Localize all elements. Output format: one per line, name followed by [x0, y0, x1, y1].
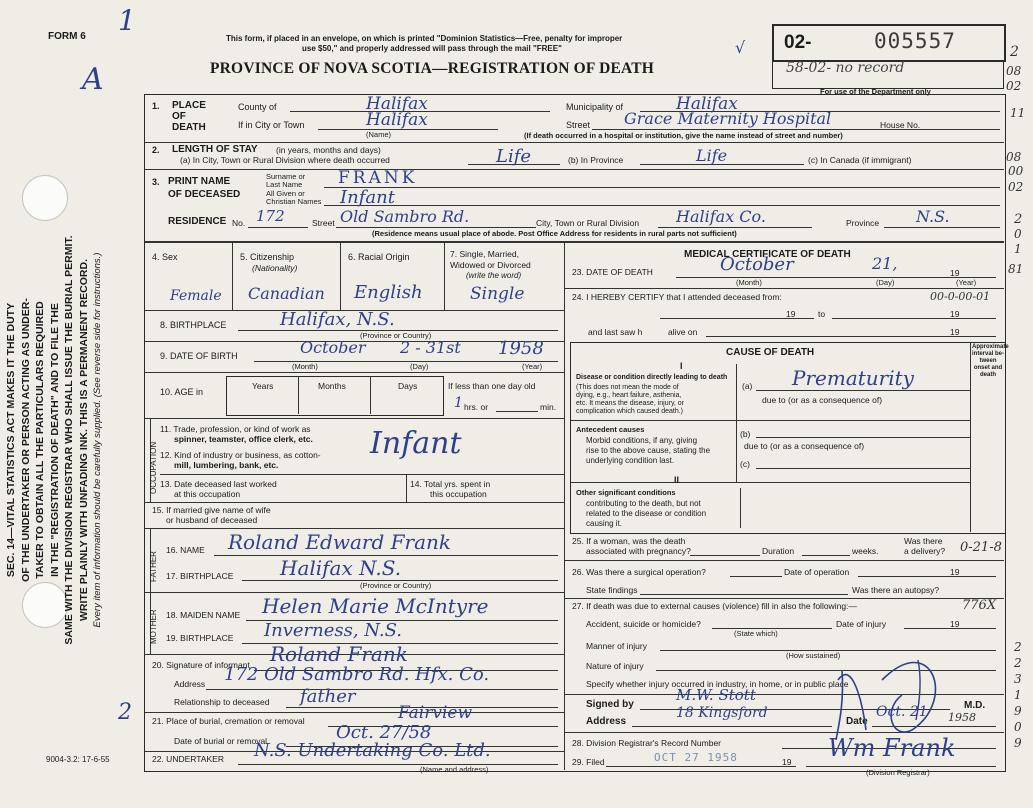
burial-date-value: Oct. 27/58	[336, 722, 432, 743]
code-02: 02	[1006, 79, 1022, 93]
code-81: 81	[1008, 262, 1024, 276]
code-9: 9	[1014, 704, 1022, 718]
sex-value: Female	[170, 288, 222, 304]
mail-note-2: use $50," and properly addressed will pass through the mail "FREE"	[302, 44, 562, 53]
residence-city-value: Halifax Co.	[676, 207, 766, 226]
occupation-value: Infant	[370, 426, 462, 461]
birthplace-value: Halifax, N.S.	[280, 309, 395, 330]
surname-value: FRANK	[338, 168, 418, 188]
municipality-value: Halifax	[676, 94, 738, 114]
burial-place-value: Fairview	[398, 703, 472, 723]
code-2d: 2	[1014, 656, 1022, 670]
code-08: 08	[1006, 64, 1022, 78]
hospital-value: Grace Maternity Hospital	[624, 109, 832, 128]
margin-mark-top: 1	[118, 4, 136, 37]
column-divider	[564, 242, 565, 770]
death-registration-form: 1 A 2 SEC. 14—VITAL STATISTICS ACT MAKES IT THE DUTY OF THE UNDERTAKER OR PERSON ACTING AS UNDER- TAKER TO OBTAIN ALL THE PARTICULARS REQUIRED IN THE "REGISTRATION OF DEATH" AND TO FILE THE SAME WITH THE DIVISION REGISTRAR WHO SHALL ISSUE THE BURIAL PERMIT. WRITE PLAINLY WITH UNFADING INK. THIS IS A PERMANENT RECORD. Every item of information should be carefully supplied. (See reverse side for instructions.) FORM 6 This form, if placed in an envelope, on which is printed "Dominion Statistics—Free, penalty for improper use $50," and properly addressed will pass through the mail "FREE" PROVINCE OF NOVA SCOTIA—REGISTRATION OF DEATH √ 02- 005557 58-02- no record For use of the Department only 2 08 02 11 08 00 02 2 0 1 81 00-0-00-01 0-21-8 776X 2 2 3 1 9 0 9 1. PLACE OF DEATH County of Halifax Municipality of Halifax If in City or Town Halifax (Name) Street Grace Maternity Hospital House No. (If death occurred in a hospital or institution, give the name instead of street and number) 2. LENGTH OF STAY (in years, months and days) (a) In City, Town or Rural Division where death occurred Life (b) In Province Life (c) In Canada (if immigrant) 3. PRINT NAME OF DECEASED Surname or Last Name FRANK All Given or Christian Names Infant RESIDENCE No. 172 Street Old Sambro Rd. City, Town or Rural Division Halifax Co. Province N.S. (Residence means usual place of abode. Post Office Address for residents in rural parts not sufficient) 4. Sex Female 5. Citizenship (Nationality) Canadian 6. Racial Origin English 7. Single, Married, Widowed or Divorced (write the word) Single 8. BIRTHPLACE Halifax, N.S. (Province or Country) 9. DATE OF BIRTH October 2 - 31st 1958 (Month) (Day) (Year) 10. AGE in Years Months Days If less than one day old 1 hrs. or min. OCCUPATION 11. Trade, profession, or kind of work as spinner, teamster, office clerk, etc. 12. Kind of industry or business, as cotton- mill, lumbering, bank, etc. Infant 13. Date deceased last worked at this occupation 14. Total yrs. spent in this occupation 15. If married give name of wife or husband of deceased FATHER 16. NAME Roland Edward Frank 17. BIRTHPLACE Halifax N.S. (Province or Country) MOTHER 18. MAIDEN NAME Helen Marie McIntyre 19. BIRTHPLACE Inverness, N.S. 20. Signature of informant Roland Frank Address 172 Old Sambro Rd. Hfx. Co. Relationship to deceased father 21. Place of burial, cremation or removal Fairview Date of burial or removal Oct. 27/58 22. UNDERTAKER N.S. Undertaking Co. Ltd. (Name and address) MEDICAL CERTIFICATE OF DEATH 23. DATE OF DEATH October 21, 19 (Month) (Day) (Year) 24. I HEREBY CERTIFY that I attended deceased from: 19 to 19 and last saw h alive on 19 CAUSE OF DEATH Approximate interval be- tween onset and death I Disease or condition directly leading to death (This does not mean the mode of dying, e.g., heart failure, asthenia, etc. It means the disease, injury, or complication which caused death.) (a) Prematurity due to (or as a consequence of) Antecedent causes Morbid conditions, if any, giving rise to the above cause, stating the underlying condition last. (b) due to (or as a consequence of) (c) II Other significant conditions contributing to the death, but not related to the disease or condition causing it. 25. If a woman, was the death associated with pregnancy? Duration weeks. Was there a delivery? 26. Was there a surgical operation? Date of operation 19 State findings Was there an autopsy? 27. If death was due to external causes (violence) fill in also the following:— Accident, suicide or homicide? Date of injury 19 (State which) Manner of injury (How sustained) Nature of injury Specify whether injury occurred in industry, in home, or in public place Signed by M.W. Stott M.D. Address 18 Kingsford Date Oct. 21 1958 28. Division Registrar's Record Number 29. Filed OCT 27 1958 19 Wm Frank (Division Registrar) 9004-3.2: 17-6-55	[0, 0, 1033, 808]
informant-signature: Roland Frank	[270, 642, 408, 666]
age-value: 1	[454, 395, 463, 411]
marital-status-value: Single	[470, 284, 525, 304]
check-mark: √	[735, 38, 746, 57]
birth-day-value: 2 - 31st	[400, 338, 461, 357]
code-1: 1	[1014, 242, 1022, 256]
signed-by-value: M.W. Stott	[676, 686, 756, 704]
given-names-value: Infant	[340, 187, 395, 208]
form-code: 9004-3.2: 17-6-55	[46, 755, 110, 764]
reg-prefix: 02-	[784, 32, 812, 53]
residence-no-value: 172	[256, 207, 285, 225]
stay-province-value: Life	[696, 146, 728, 165]
form-number: FORM 6	[48, 31, 86, 42]
reg-number: 005557	[874, 29, 956, 53]
code-3: 3	[1014, 672, 1022, 686]
death-month-value: October	[720, 254, 794, 275]
undertaker-value: N.S. Undertaking Co. Ltd.	[254, 740, 491, 761]
page-title: PROVINCE OF NOVA SCOTIA—REGISTRATION OF DEATH	[210, 60, 655, 77]
code-02b: 02	[1008, 180, 1024, 194]
code-2-mid: 2	[1014, 212, 1023, 227]
margin-letter-a: A	[82, 62, 104, 97]
city-value: Halifax	[366, 110, 428, 130]
citizenship-value: Canadian	[248, 284, 325, 303]
code-dashes: 00-0-00-01	[930, 290, 991, 303]
dept-annotation: 58-02- no record	[786, 60, 905, 76]
code-1b: 1	[1014, 688, 1022, 702]
code-0218: 0-21-8	[960, 540, 1002, 555]
father-birthplace-value: Halifax N.S.	[280, 556, 402, 580]
birth-year-value: 1958	[498, 338, 544, 359]
mail-note-1: This form, if placed in an envelope, on which is printed "Dominion Statistics—Free, penalty for improper	[226, 34, 623, 43]
margin-mark-bottom: 2	[118, 700, 132, 725]
father-name-value: Roland Edward Frank	[228, 530, 451, 554]
informant-relationship: father	[300, 686, 356, 707]
code-9b: 9	[1014, 736, 1022, 750]
residence-province-value: N.S.	[916, 207, 950, 226]
death-day-value: 21,	[872, 254, 898, 273]
filed-stamp: OCT 27 1958	[654, 751, 738, 764]
stay-city-value: Life	[496, 146, 532, 167]
birth-month-value: October	[300, 338, 366, 357]
code-2-top: 2	[1010, 44, 1019, 60]
county-value: Halifax	[366, 94, 428, 114]
informant-address: 172 Old Sambro Rd. Hfx. Co.	[224, 664, 490, 685]
signed-year-value: 1958	[948, 711, 976, 724]
code-00: 00	[1008, 164, 1024, 178]
code-776x: 776X	[962, 598, 997, 613]
side-instructions: SEC. 14—VITAL STATISTICS ACT MAKES IT THE DUTY OF THE UNDERTAKER OR PERSON ACTING AS UNDER- TAKER TO OBTAIN ALL THE PARTICULARS REQUIRED IN THE "REGISTRATION OF DEATH" AND TO FILE THE SAME WITH THE DIVISION REGISTRAR WHO SHALL ISSUE THE BURIAL PERMIT. WRITE PLAINLY WITH UNFADING INK. THIS IS A PERMANENT RECORD. Every item of information should be carefully supplied. (See reverse side for instructions.)	[5, 235, 103, 645]
registrar-signature: Wm Frank	[828, 734, 956, 762]
signed-address-value: 18 Kingsford	[676, 705, 768, 721]
code-08b: 08	[1006, 150, 1022, 164]
mother-maiden-value: Helen Marie McIntyre	[262, 594, 489, 618]
code-11: 11	[1010, 106, 1026, 120]
dept-only-label: For use of the Department only	[820, 87, 931, 96]
mother-birthplace-value: Inverness, N.S.	[264, 620, 403, 641]
code-2c: 2	[1014, 640, 1022, 654]
code-0: 0	[1014, 227, 1022, 241]
racial-origin-value: English	[354, 282, 423, 303]
code-0b: 0	[1014, 720, 1022, 734]
signed-date-value: Oct. 21	[876, 704, 928, 720]
cause-a-value: Prematurity	[792, 366, 914, 390]
residence-street-value: Old Sambro Rd.	[340, 207, 470, 226]
